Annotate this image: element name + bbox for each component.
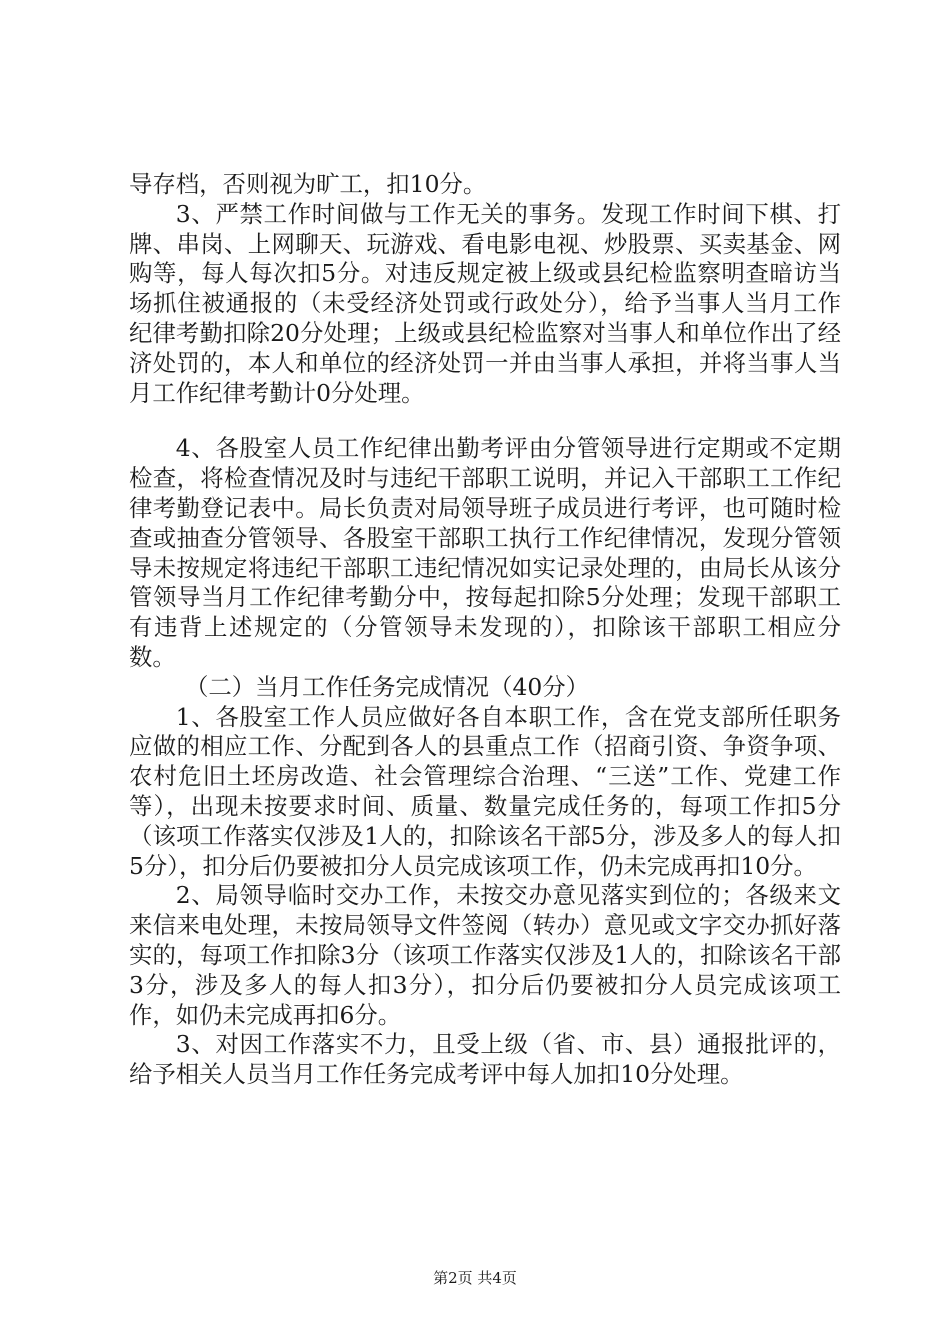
paragraph-task-3: 3、对因工作落实不力，且受上级（省、市、县）通报批评的，给予相关人员当月工作任务完成考评中每人加扣10分处理。 (129, 1030, 841, 1089)
page-footer (0, 1267, 950, 1288)
paragraph-gap (129, 408, 841, 434)
paragraph-item-3: 3、严禁工作时间做与工作无关的事务。发现工作时间下棋、打牌、串岗、上网聊天、玩游戏、看电影电视、炒股票、买卖基金、网购等，每人每次扣5分。对违反规定被上级或县纪检监察明查暗访当场抓住被通报的（未受经济处罚或行政处分），给予当事人当月工作纪律考勤扣除20分处理；上级或县纪检监察对当事人和单位作出了经济处罚的，本人和单位的经济处罚一并由当事人承担，并将当事人当月工作纪律考勤计0分处理。 (129, 199, 841, 407)
paragraph-continuation: 导存档，否则视为旷工，扣10分。 (129, 170, 487, 198)
paragraph-item-4: 4、各股室人员工作纪律出勤考评由分管领导进行定期或不定期检查，将检查情况及时与违纪干部职工说明，并记入干部职工工作纪律考勤登记表中。局长负责对局领导班子成员进行考评，也可随时检查或抽查分管领导、各股室干部职工执行工作纪律情况，发现分管领导未按规定将违纪干部职工违纪情况如实记录处理的，由局长从该分管领导当月工作纪律考勤分中，按每起扣除5分处理；发现干部职工有违背上述规定的（分管领导未发现的），扣除该干部职工相应分数。 (129, 434, 841, 671)
section-heading: （二）当月工作任务完成情况（40分） (185, 672, 590, 701)
document-body (129, 170, 841, 1090)
paragraph-task-2: 2、局领导临时交办工作，未按交办意见落实到位的；各级来文来信来电处理，未按局领导文件签阅（转办）意见或文字交办抓好落实的，每项工作扣除3分（该项工作落实仅涉及1人的，扣除该名干部3分，涉及多人的每人扣3分），扣分后仍要被扣分人员完成该项工作，如仍未完成再扣6分。 (129, 881, 841, 1029)
page-number: 第2页 共4页 (433, 1269, 517, 1287)
paragraph-task-1: 1、各股室工作人员应做好各自本职工作，含在党支部所任职务应做的相应工作、分配到各人的县重点工作（招商引资、争资争项、农村危旧土坯房改造、社会管理综合治理、“三送”工作、党建工作等），出现未按要求时间、质量、数量完成任务的，每项工作扣5分（该项工作落实仅涉及1人的，扣除该名干部5分，涉及多人的每人扣5分），扣分后仍要被扣分人员完成该项工作，仍未完成再扣10分。 (129, 702, 841, 880)
